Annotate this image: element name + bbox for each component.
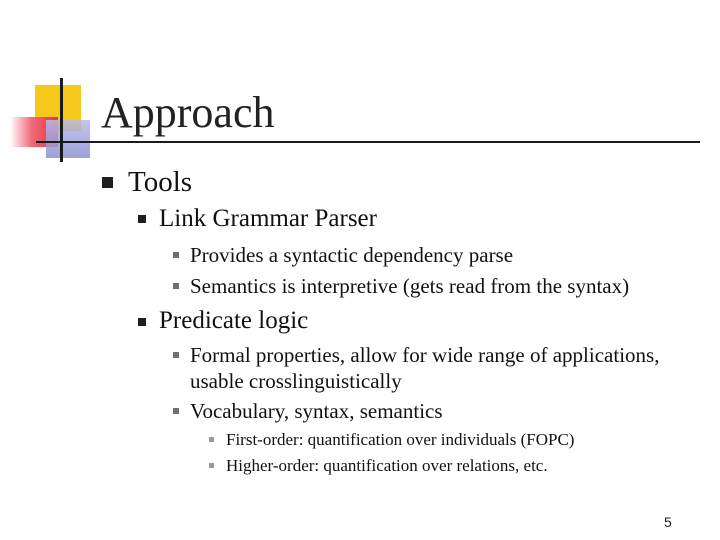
bullet-semantics-interpretive: Semantics is interpretive (gets read from the syntax) <box>190 274 630 298</box>
bullet-square-icon <box>173 252 179 258</box>
bullet-tools: Tools <box>128 166 193 198</box>
title-underline <box>36 141 700 143</box>
bullet-square-icon <box>138 215 146 223</box>
bullet-higher-order: Higher-order: quantification over relations, etc. <box>226 456 548 475</box>
bullet-square-icon <box>138 318 146 326</box>
bullet-square-icon <box>173 283 179 289</box>
title-decoration-blue-square <box>46 120 90 158</box>
bullet-square-icon <box>102 177 113 188</box>
title-decoration-vertical-line <box>60 78 63 162</box>
bullet-vocabulary-syntax-semantics: Vocabulary, syntax, semantics <box>190 399 443 423</box>
bullet-square-icon <box>209 437 214 442</box>
bullet-square-icon <box>173 352 179 358</box>
bullet-predicate-logic: Predicate logic <box>159 307 309 334</box>
bullet-formal-properties-line2: usable crosslinguistically <box>190 369 402 393</box>
slide-title: Approach <box>101 88 275 137</box>
bullet-formal-properties-line1: Formal properties, allow for wide range of applications, <box>190 343 660 367</box>
page-number: 5 <box>664 514 672 530</box>
bullet-square-icon <box>209 463 214 468</box>
bullet-provides-parse: Provides a syntactic dependency parse <box>190 243 514 267</box>
bullet-link-grammar-parser: Link Grammar Parser <box>159 205 377 232</box>
bullet-square-icon <box>173 408 179 414</box>
bullet-first-order: First-order: quantification over individuals (FOPC) <box>226 430 575 449</box>
